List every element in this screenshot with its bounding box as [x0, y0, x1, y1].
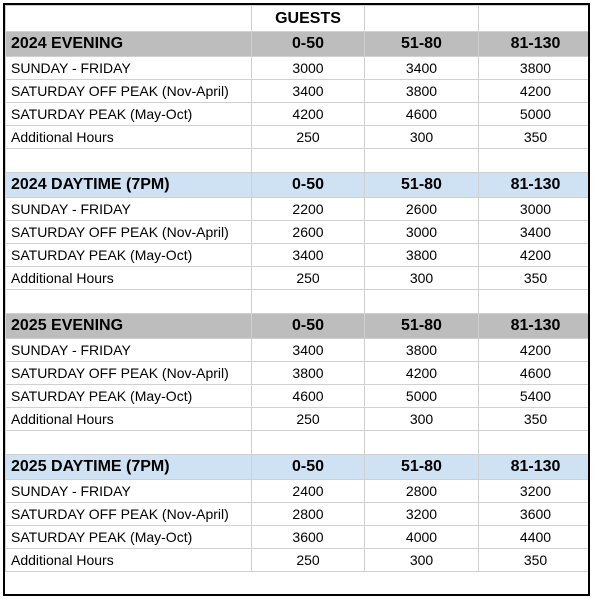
price-cell[interactable]: 2600: [252, 221, 365, 244]
price-cell[interactable]: 3400: [252, 80, 365, 103]
row-label[interactable]: SATURDAY OFF PEAK (Nov-April): [6, 362, 252, 385]
row-label[interactable]: SUNDAY - FRIDAY: [6, 57, 252, 80]
section-title[interactable]: 2024 DAYTIME (7PM): [6, 173, 252, 198]
empty-cell[interactable]: [479, 6, 591, 32]
empty-cell[interactable]: [6, 6, 252, 32]
price-cell[interactable]: 5000: [365, 385, 479, 408]
row-label[interactable]: SATURDAY PEAK (May-Oct): [6, 103, 252, 126]
price-cell[interactable]: 350: [479, 549, 591, 572]
price-cell[interactable]: 300: [365, 126, 479, 149]
price-cell[interactable]: 2800: [365, 480, 479, 503]
price-cell[interactable]: 2400: [252, 480, 365, 503]
table-row: [6, 385, 591, 408]
table-row: [6, 480, 591, 503]
price-cell[interactable]: 250: [252, 549, 365, 572]
price-cell[interactable]: 3200: [365, 503, 479, 526]
empty-cell[interactable]: [252, 431, 365, 455]
price-cell[interactable]: 4200: [479, 80, 591, 103]
price-cell[interactable]: 3800: [365, 244, 479, 267]
price-cell[interactable]: 3400: [479, 221, 591, 244]
price-cell[interactable]: 3000: [365, 221, 479, 244]
price-cell[interactable]: 3600: [479, 503, 591, 526]
row-label[interactable]: SATURDAY OFF PEAK (Nov-April): [6, 503, 252, 526]
guest-range-header[interactable]: 81-130: [479, 173, 591, 198]
section-header-row: [6, 173, 591, 198]
table-row: [6, 57, 591, 80]
table-row: [6, 267, 591, 290]
price-cell[interactable]: 3800: [252, 362, 365, 385]
row-label[interactable]: Additional Hours: [6, 549, 252, 572]
price-cell[interactable]: 350: [479, 126, 591, 149]
price-cell[interactable]: 4600: [365, 103, 479, 126]
row-label[interactable]: SATURDAY PEAK (May-Oct): [6, 526, 252, 549]
guests-header-row: [6, 6, 591, 32]
price-cell[interactable]: 300: [365, 549, 479, 572]
empty-cell[interactable]: [6, 290, 252, 314]
price-cell[interactable]: 3800: [365, 339, 479, 362]
table-row: [6, 549, 591, 572]
row-label[interactable]: SUNDAY - FRIDAY: [6, 198, 252, 221]
section-header-row: [6, 455, 591, 480]
price-cell[interactable]: 3000: [252, 57, 365, 80]
table-row: [6, 221, 591, 244]
price-cell[interactable]: 3400: [365, 57, 479, 80]
guest-range-header[interactable]: 0-50: [252, 314, 365, 339]
empty-cell[interactable]: [6, 431, 252, 455]
table-row: [6, 103, 591, 126]
guest-range-header[interactable]: 51-80: [365, 173, 479, 198]
table-row: [6, 503, 591, 526]
blank-row: [6, 149, 591, 173]
row-label[interactable]: SATURDAY OFF PEAK (Nov-April): [6, 221, 252, 244]
empty-cell[interactable]: [365, 431, 479, 455]
row-label[interactable]: SUNDAY - FRIDAY: [6, 339, 252, 362]
blank-row: [6, 290, 591, 314]
price-cell[interactable]: 350: [479, 408, 591, 431]
price-cell[interactable]: 4400: [479, 526, 591, 549]
price-cell[interactable]: 5400: [479, 385, 591, 408]
section-header-row: [6, 32, 591, 57]
guest-range-header[interactable]: 0-50: [252, 32, 365, 57]
guest-range-header[interactable]: 51-80: [365, 455, 479, 480]
row-label[interactable]: Additional Hours: [6, 408, 252, 431]
section-title[interactable]: 2025 EVENING: [6, 314, 252, 339]
guest-range-header[interactable]: 0-50: [252, 173, 365, 198]
price-cell[interactable]: 3400: [252, 339, 365, 362]
row-label[interactable]: Additional Hours: [6, 126, 252, 149]
table-row: [6, 244, 591, 267]
empty-cell[interactable]: [6, 149, 252, 173]
table-row: [6, 339, 591, 362]
price-cell[interactable]: 300: [365, 267, 479, 290]
price-cell[interactable]: 300: [365, 408, 479, 431]
price-cell[interactable]: 2800: [252, 503, 365, 526]
table-row: [6, 526, 591, 549]
pricing-table: [5, 5, 590, 572]
empty-cell[interactable]: [479, 431, 591, 455]
empty-cell[interactable]: [479, 149, 591, 173]
guest-range-header[interactable]: 81-130: [479, 314, 591, 339]
price-cell[interactable]: 4200: [479, 244, 591, 267]
section-header-row: [6, 314, 591, 339]
table-row: [6, 198, 591, 221]
pricing-table-frame: [3, 3, 590, 596]
guest-range-header[interactable]: 81-130: [479, 455, 591, 480]
price-cell[interactable]: 3600: [252, 526, 365, 549]
price-cell[interactable]: 4200: [365, 362, 479, 385]
row-label[interactable]: SUNDAY - FRIDAY: [6, 480, 252, 503]
row-label[interactable]: SATURDAY PEAK (May-Oct): [6, 385, 252, 408]
guest-range-header[interactable]: 51-80: [365, 32, 479, 57]
price-cell[interactable]: 3800: [479, 57, 591, 80]
guest-range-header[interactable]: 81-130: [479, 32, 591, 57]
guest-range-header[interactable]: 0-50: [252, 455, 365, 480]
section-title[interactable]: 2024 EVENING: [6, 32, 252, 57]
empty-cell[interactable]: [365, 290, 479, 314]
empty-cell[interactable]: [365, 6, 479, 32]
guests-title[interactable]: GUESTS: [252, 6, 365, 32]
table-row: [6, 362, 591, 385]
price-cell[interactable]: 3800: [365, 80, 479, 103]
section-title[interactable]: 2025 DAYTIME (7PM): [6, 455, 252, 480]
price-cell[interactable]: 4600: [479, 362, 591, 385]
price-cell[interactable]: 5000: [479, 103, 591, 126]
empty-cell[interactable]: [365, 149, 479, 173]
price-cell[interactable]: 250: [252, 126, 365, 149]
price-cell[interactable]: 3400: [252, 244, 365, 267]
table-row: [6, 80, 591, 103]
empty-cell[interactable]: [252, 149, 365, 173]
price-cell[interactable]: 3000: [479, 198, 591, 221]
row-label[interactable]: SATURDAY OFF PEAK (Nov-April): [6, 80, 252, 103]
empty-cell[interactable]: [479, 290, 591, 314]
row-label[interactable]: Additional Hours: [6, 267, 252, 290]
blank-row: [6, 431, 591, 455]
price-cell[interactable]: 4200: [479, 339, 591, 362]
price-cell[interactable]: 250: [252, 408, 365, 431]
price-cell[interactable]: 4600: [252, 385, 365, 408]
price-cell[interactable]: 2200: [252, 198, 365, 221]
price-cell[interactable]: 2600: [365, 198, 479, 221]
table-row: [6, 126, 591, 149]
empty-cell[interactable]: [252, 290, 365, 314]
price-cell[interactable]: 4000: [365, 526, 479, 549]
price-cell[interactable]: 4200: [252, 103, 365, 126]
price-cell[interactable]: 350: [479, 267, 591, 290]
price-cell[interactable]: 3200: [479, 480, 591, 503]
guest-range-header[interactable]: 51-80: [365, 314, 479, 339]
table-row: [6, 408, 591, 431]
price-cell[interactable]: 250: [252, 267, 365, 290]
row-label[interactable]: SATURDAY PEAK (May-Oct): [6, 244, 252, 267]
